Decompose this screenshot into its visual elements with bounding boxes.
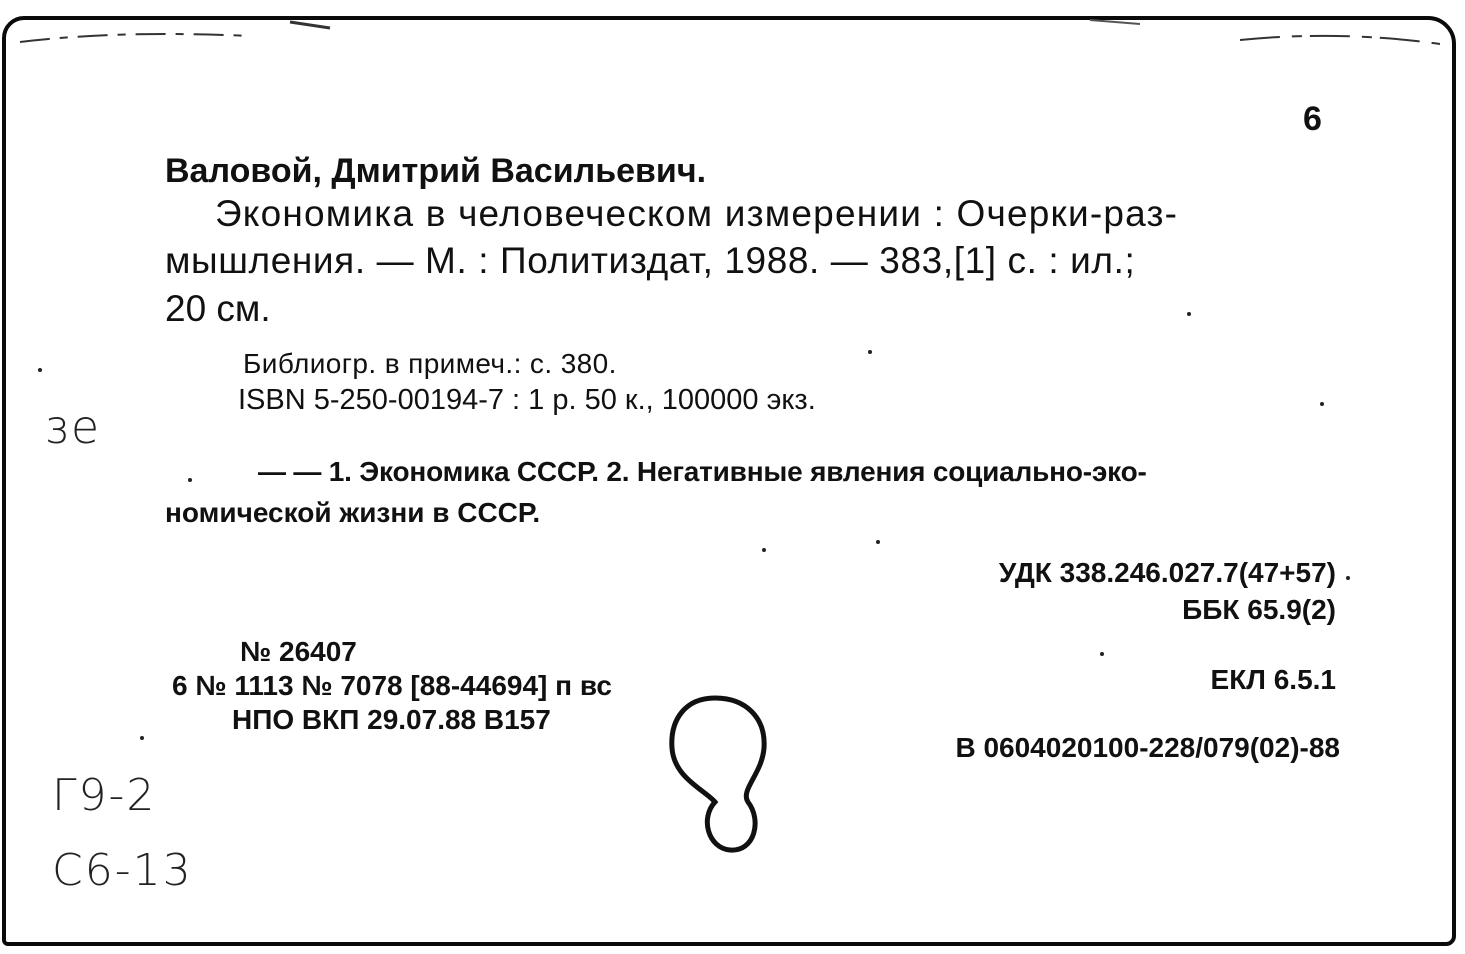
handwritten-mark-left: зе [44,400,102,454]
speck [868,350,872,354]
speck [876,540,880,544]
subjects-line-1: — — 1. Экономика СССР. 2. Негативные явления социально-эко- [258,456,1147,487]
card-hole-icon [660,690,780,865]
author-heading: Валовой, Дмитрий Васильевич. [165,152,707,190]
title-line-1: Экономика в человеческом измерении : Очерки-раз- [215,193,1179,234]
npo-line: НПО ВКП 29.07.88 В157 [232,704,551,735]
speck [762,548,766,552]
udk-code: УДК 338.246.027.7(47+57) [998,557,1336,588]
bbk-code: ББК 65.9(2) [1182,594,1336,625]
subjects-line-2: номической жизни в СССР. [165,497,541,528]
bibliography-note: Библиогр. в примеч.: с. 380. [243,348,617,379]
speck [140,736,144,740]
speck [1187,312,1191,316]
speck [38,368,42,372]
order-line: 6 № 1113 № 7078 [88-44694] п вс [172,670,612,701]
card-number: № 26407 [240,636,357,667]
classification-code: В 0604020100-228/079(02)-88 [955,732,1340,763]
speck [1346,576,1350,580]
handwritten-mark-bottom-2: С6-13 [52,845,193,896]
handwritten-mark-bottom-1: Г9-2 [52,770,157,821]
page-number: 6 [1303,100,1322,138]
speck [188,478,192,482]
speck [1320,402,1324,406]
speck [1100,652,1104,656]
title-line-2: мышления. — М. : Политиздат, 1988. — 383,[1] с. : ил.; [165,240,1136,281]
top-edge-marks [0,0,1465,60]
ekl-code: ЕКЛ 6.5.1 [1210,664,1336,695]
isbn-line: ISBN 5-250-00194-7 : 1 р. 50 к., 100000 экз. [238,384,816,416]
title-line-3: 20 см. [165,288,271,329]
